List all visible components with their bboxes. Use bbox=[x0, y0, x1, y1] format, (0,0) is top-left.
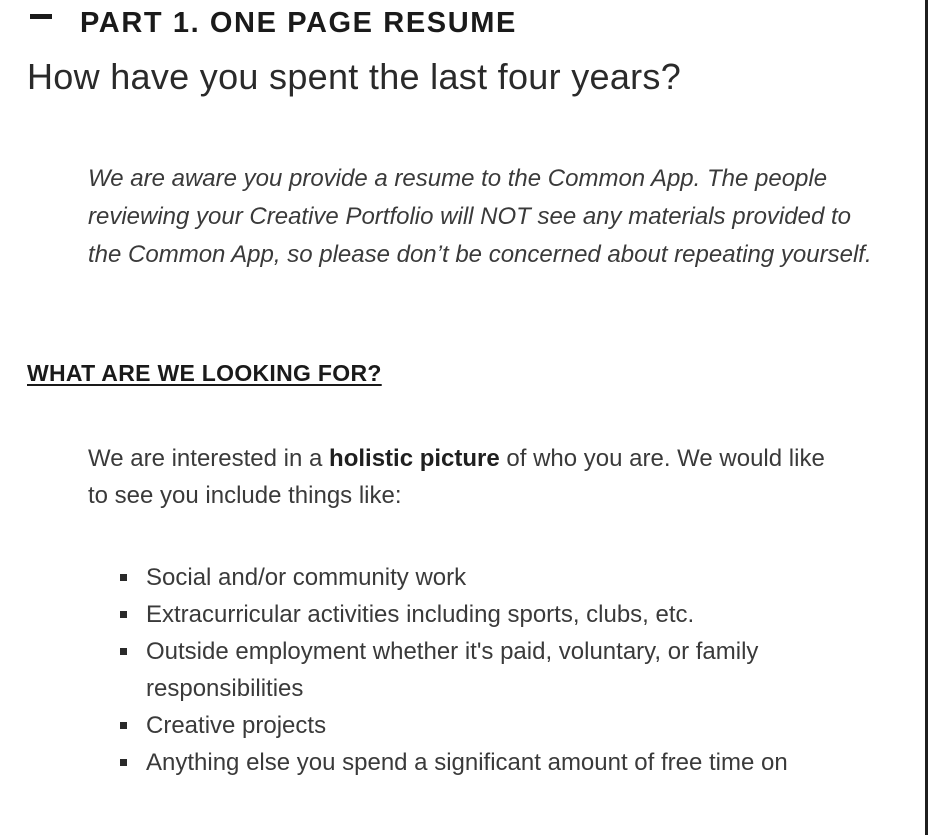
list-item bbox=[118, 633, 878, 707]
bullet-icon bbox=[120, 759, 127, 766]
part-title: PART 1. ONE PAGE RESUME bbox=[80, 6, 517, 39]
section-heading: WHAT ARE WE LOOKING FOR? bbox=[27, 360, 382, 386]
dash-icon bbox=[30, 14, 52, 19]
list-item bbox=[118, 707, 878, 744]
activity-list bbox=[118, 559, 878, 781]
bullet-icon bbox=[120, 722, 127, 729]
list-item-text: Creative projects bbox=[146, 712, 327, 739]
bullet-icon bbox=[120, 611, 127, 618]
interest-text-bold: holistic picture bbox=[329, 445, 500, 472]
interest-text-start: We are interested in a bbox=[88, 445, 330, 472]
list-item-text: Social and/or community work bbox=[146, 564, 467, 591]
list-item bbox=[118, 744, 878, 781]
intro-paragraph: We are aware you provide a resume to the Common App. The people reviewing your Creative Portfolio will NOT see any materials provided to the Common App, so please don’t be concerned about repeating yourself. bbox=[88, 165, 872, 268]
list-item bbox=[118, 596, 878, 633]
bullet-icon bbox=[120, 574, 127, 581]
part-header bbox=[30, 4, 517, 42]
list-item-text: Extracurricular activities including sports, clubs, etc. bbox=[146, 601, 695, 628]
interest-paragraph bbox=[88, 440, 848, 514]
list-item-text: Outside employment whether it's paid, voluntary, or family responsibilities bbox=[146, 638, 759, 702]
question-heading: How have you spent the last four years? bbox=[27, 56, 682, 97]
list-item bbox=[118, 559, 878, 596]
bullet-icon bbox=[120, 648, 127, 655]
interest-text-end: of who you are. We would like to see you include things like: bbox=[88, 445, 825, 509]
list-item-text: Anything else you spend a significant amount of free time on bbox=[146, 749, 788, 776]
